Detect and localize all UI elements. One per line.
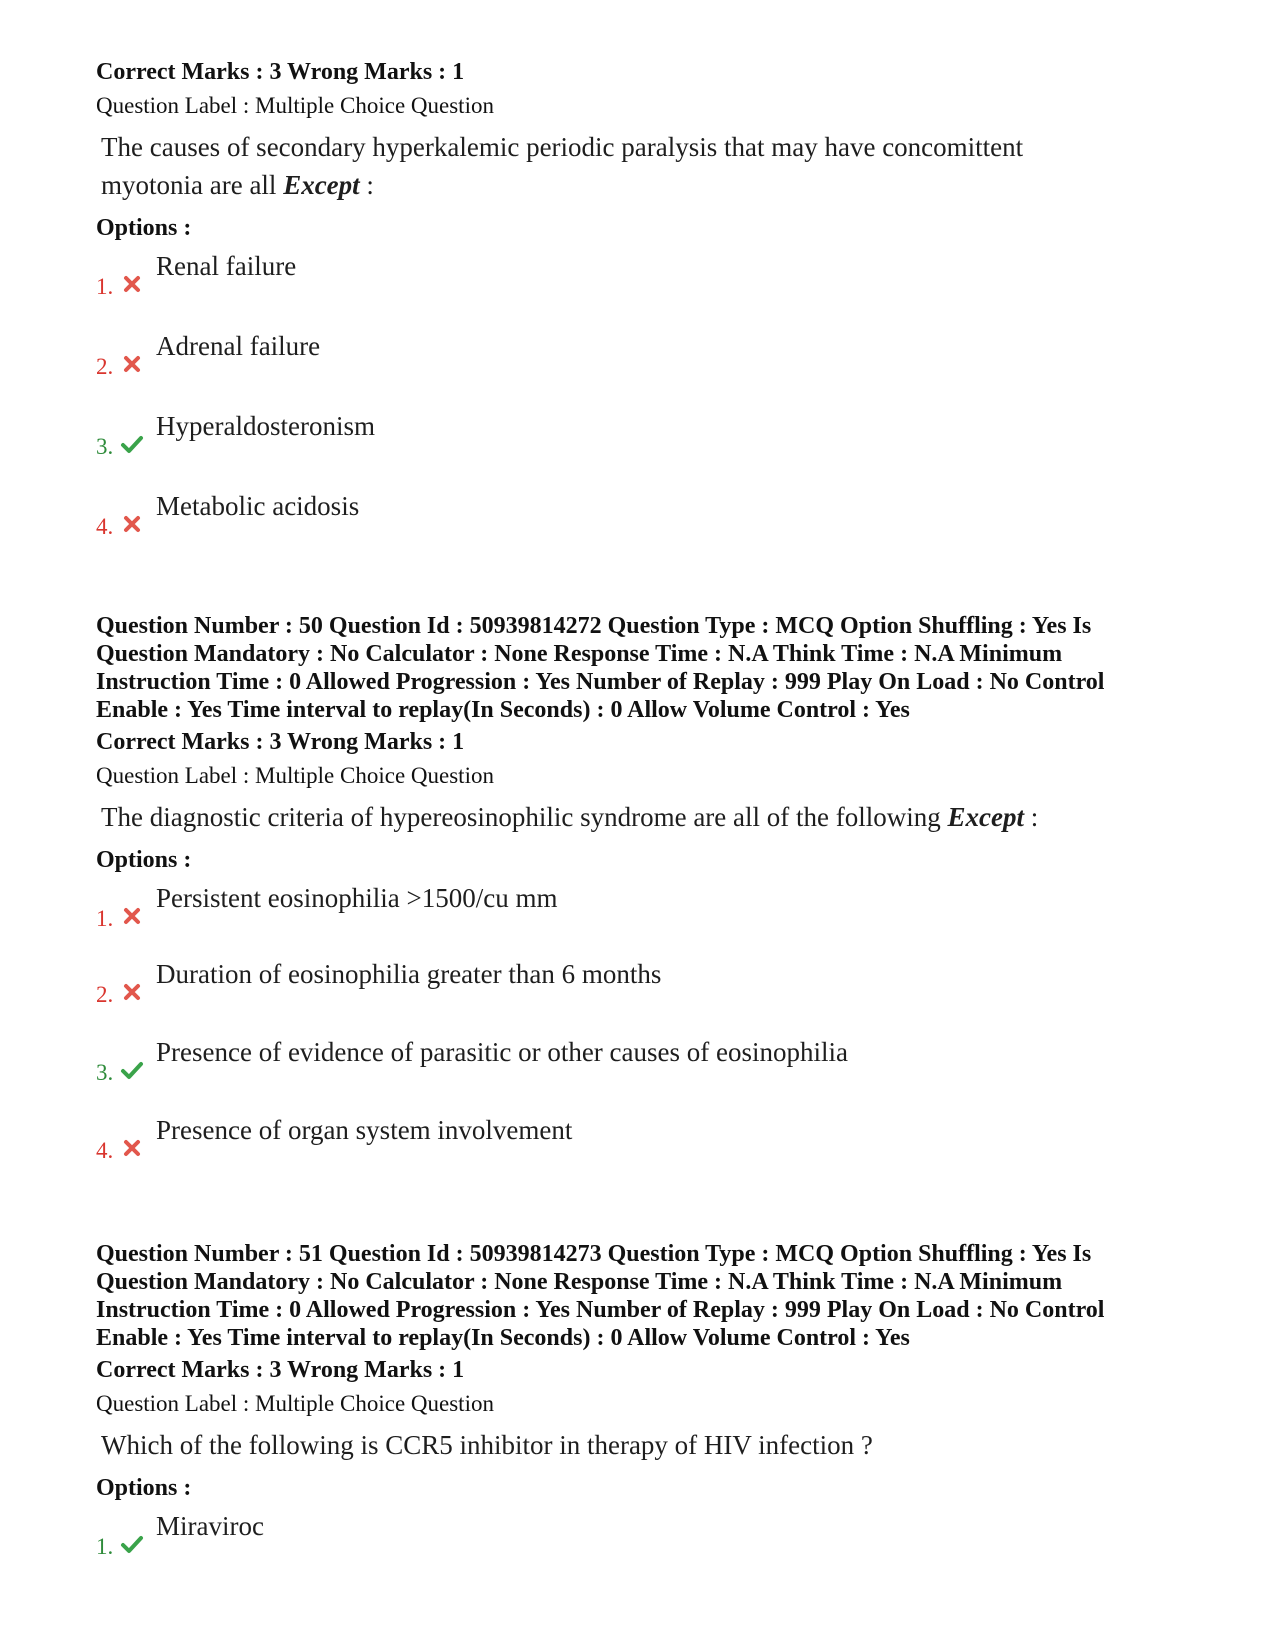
marks-line: Correct Marks : 3 Wrong Marks : 1 bbox=[96, 1357, 465, 1383]
cross-icon bbox=[120, 904, 144, 928]
option-number: 1. bbox=[96, 274, 114, 299]
option-text: Metabolic acidosis bbox=[156, 491, 360, 521]
option-number: 2. bbox=[96, 982, 114, 1007]
option-number: 3. bbox=[96, 1060, 114, 1085]
question-text bbox=[101, 798, 1186, 836]
question-meta-line: Enable : Yes Time interval to replay(In Seconds) : 0 Allow Volume Control : Yes bbox=[96, 697, 910, 723]
question-label: Question Label : Multiple Choice Question bbox=[96, 93, 494, 118]
option-item bbox=[96, 250, 1186, 330]
option-number: 1. bbox=[96, 1534, 114, 1559]
question-text-main: The diagnostic criteria of hypereosinophilic syndrome are all of the following bbox=[101, 802, 948, 832]
question-text-tail: : bbox=[1023, 802, 1039, 832]
option-text: Hyperaldosteronism bbox=[156, 411, 375, 441]
question-text-emphasis: Except bbox=[947, 802, 1024, 832]
option-number: 4. bbox=[96, 1138, 114, 1163]
marks-line: Correct Marks : 3 Wrong Marks : 1 bbox=[96, 59, 465, 85]
question-text-tail: : bbox=[359, 170, 374, 200]
option-item bbox=[96, 490, 1186, 570]
options-title: Options : bbox=[96, 215, 192, 241]
option-text: Adrenal failure bbox=[156, 331, 321, 361]
question-text bbox=[101, 128, 1061, 204]
option-number: 4. bbox=[96, 514, 114, 539]
check-icon bbox=[120, 432, 144, 456]
question-text bbox=[101, 1426, 1186, 1464]
question-text-emphasis: Except bbox=[283, 170, 360, 200]
question-meta-line: Question Mandatory : No Calculator : None Response Time : N.A Think Time : N.A Minimum bbox=[96, 641, 1063, 667]
question-label: Question Label : Multiple Choice Question bbox=[96, 1391, 494, 1416]
options-title: Options : bbox=[96, 1475, 192, 1501]
cross-icon bbox=[120, 980, 144, 1004]
option-text: Renal failure bbox=[156, 251, 297, 281]
option-item bbox=[96, 1510, 1186, 1590]
question-block-51 bbox=[96, 1240, 1186, 1590]
options-title: Options : bbox=[96, 847, 192, 873]
option-item bbox=[96, 330, 1186, 410]
option-item bbox=[96, 1114, 1186, 1194]
question-meta-line: Question Mandatory : No Calculator : None Response Time : N.A Think Time : N.A Minimum bbox=[96, 1269, 1063, 1295]
question-label: Question Label : Multiple Choice Question bbox=[96, 763, 494, 788]
question-text-main: Which of the following is CCR5 inhibitor in therapy of HIV infection ? bbox=[101, 1430, 873, 1460]
option-number: 3. bbox=[96, 434, 114, 459]
check-icon bbox=[120, 1532, 144, 1556]
option-text: Persistent eosinophilia >1500/cu mm bbox=[156, 883, 558, 913]
option-number: 1. bbox=[96, 906, 114, 931]
option-item bbox=[96, 1036, 1186, 1114]
question-meta-line: Enable : Yes Time interval to replay(In Seconds) : 0 Allow Volume Control : Yes bbox=[96, 1325, 910, 1351]
exam-page bbox=[96, 58, 1186, 1590]
question-meta-line: Instruction Time : 0 Allowed Progression : Yes Number of Replay : 999 Play On Load : No Control bbox=[96, 1297, 1105, 1323]
option-item bbox=[96, 882, 1186, 958]
cross-icon bbox=[120, 352, 144, 376]
check-icon bbox=[120, 1058, 144, 1082]
option-number: 2. bbox=[96, 354, 114, 379]
option-item bbox=[96, 958, 1186, 1036]
option-text: Presence of organ system involvement bbox=[156, 1115, 573, 1145]
cross-icon bbox=[120, 512, 144, 536]
cross-icon bbox=[120, 272, 144, 296]
option-item bbox=[96, 410, 1186, 490]
question-block-50 bbox=[96, 612, 1186, 1194]
question-meta-line: Instruction Time : 0 Allowed Progression : Yes Number of Replay : 999 Play On Load : No Control bbox=[96, 669, 1105, 695]
marks-line: Correct Marks : 3 Wrong Marks : 1 bbox=[96, 729, 465, 755]
question-text-main: The causes of secondary hyperkalemic periodic paralysis that may have concomittent myotonia are all bbox=[101, 132, 1024, 200]
option-text: Miraviroc bbox=[156, 1511, 264, 1541]
question-meta-line: Question Number : 50 Question Id : 50939814272 Question Type : MCQ Option Shuffling : Yes Is bbox=[96, 613, 1092, 639]
option-text: Presence of evidence of parasitic or other causes of eosinophilia bbox=[156, 1037, 848, 1067]
question-meta-line: Question Number : 51 Question Id : 50939814273 Question Type : MCQ Option Shuffling : Yes Is bbox=[96, 1241, 1092, 1267]
question-block-49 bbox=[96, 58, 1186, 570]
cross-icon bbox=[120, 1136, 144, 1160]
option-text: Duration of eosinophilia greater than 6 months bbox=[156, 959, 662, 989]
